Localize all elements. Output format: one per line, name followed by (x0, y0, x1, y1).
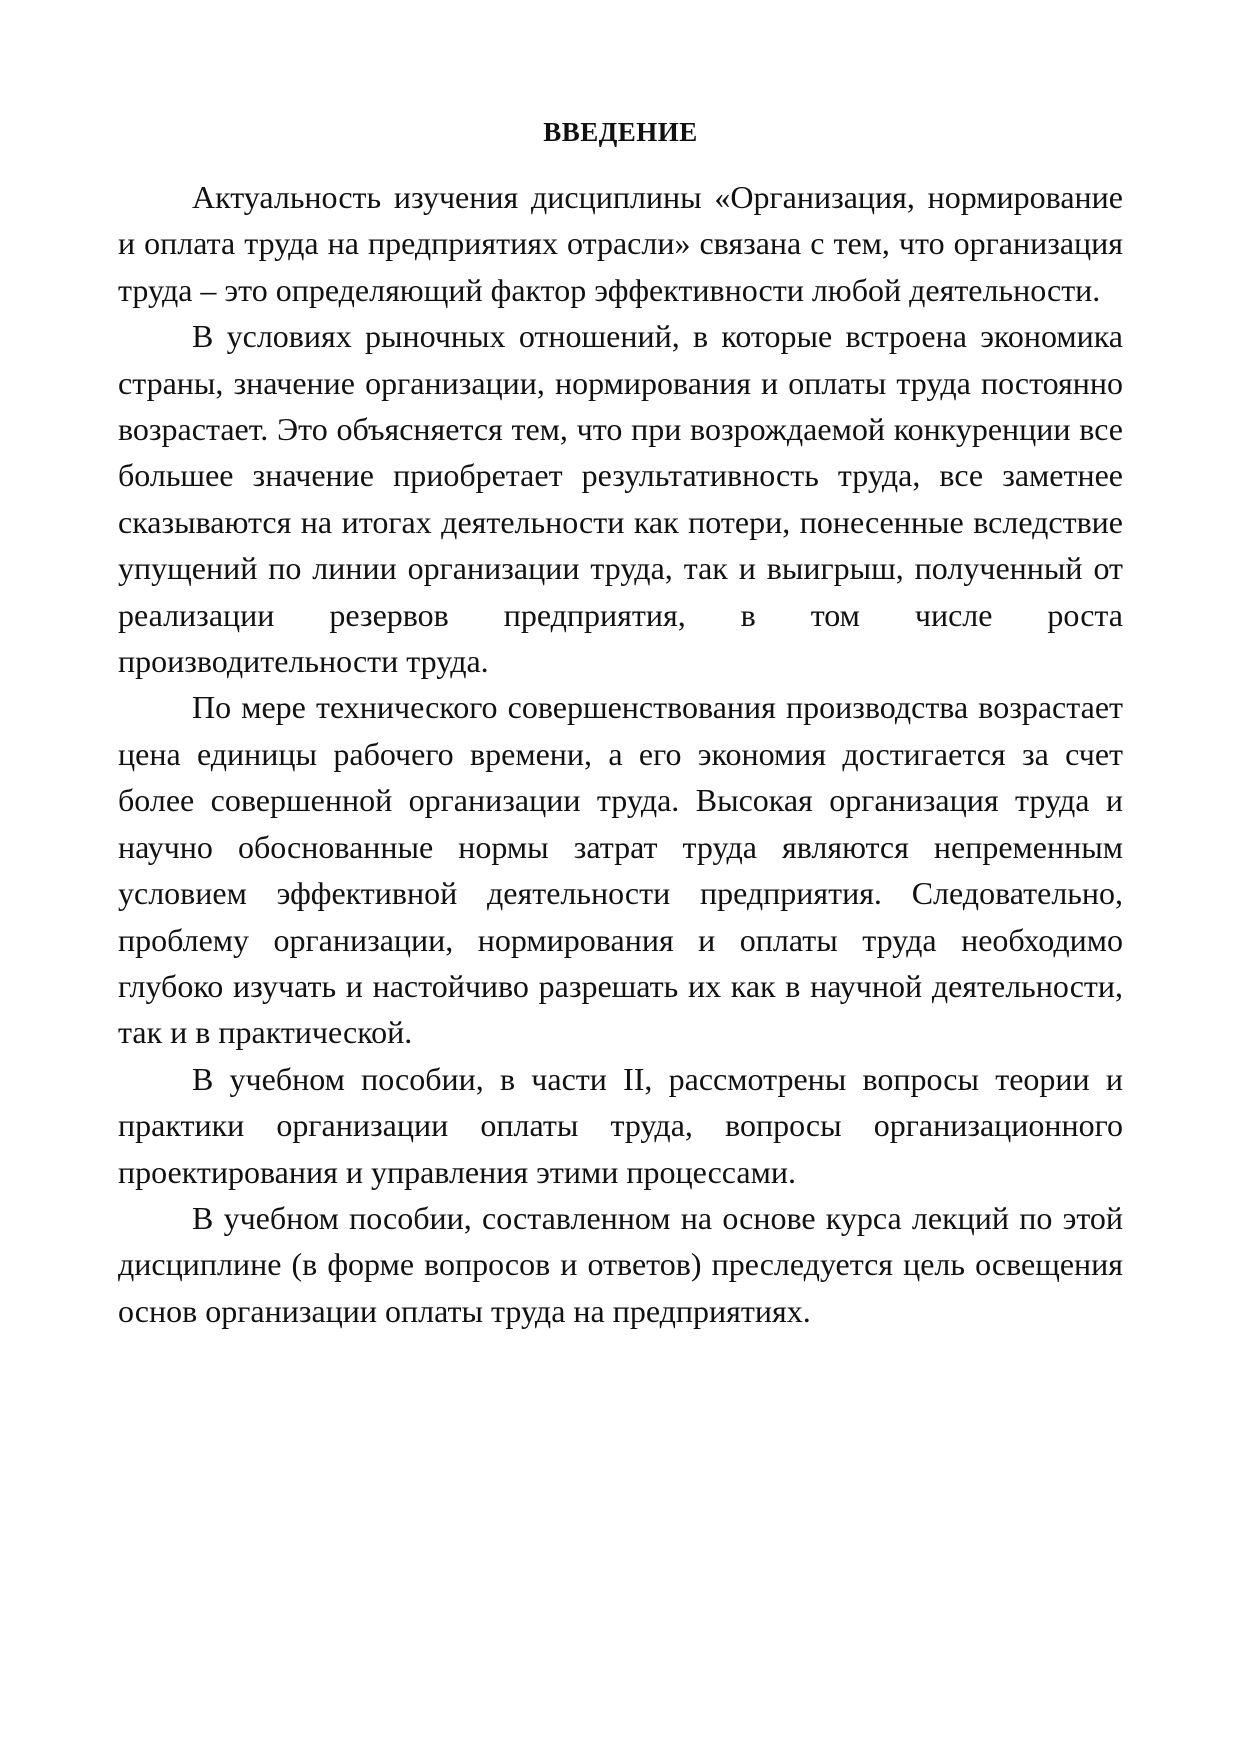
body-text (118, 174, 1123, 1334)
paragraph-2: В условиях рыночных отношений, в которые встроена экономика страны, значение организации, нормирования и оплаты труда постоянно возрастает. Это объясняется тем, что при возрождаемой конкуренции все большее значение приобретает результативность труда, все заметнее сказываются на итогах деятельности как потери, понесенные вследствие упущений по линии организации труда, так и выигрыш, полученный от реализации резервов предприятия, в том числе роста производительности труда. (118, 318, 1123, 680)
paragraph-1: Актуальность изучения дисциплины «Организация, нормирование и оплата труда на предприятиях отрасли» связана с тем, что организация труда – это определяющий фактор эффективности любой деятельности. (118, 179, 1123, 308)
page-title: ВВЕДЕНИЕ (543, 117, 698, 147)
paragraph-3: По мере технического совершенствования производства возрастает цена единицы рабочего времени, а его экономия достигается за счет более совершенной организации труда. Высокая организация труда и научно обоснованные нормы затрат труда являются непременным условием эффективной деятельности предприятия. Следовательно, проблему организации, нормирования и оплаты труда необходимо глубоко изучать и настойчиво разрешать их как в научной деятельности, так и в практической. (118, 689, 1123, 1051)
paragraph-5: В учебном пособии, составленном на основе курса лекций по этой дисциплине (в форме вопросов и ответов) преследуется цель освещения основ организации оплаты труда на предприятиях. (118, 1199, 1123, 1329)
paragraph-4: В учебном пособии, в части II, рассмотрены вопросы теории и практики организации оплаты труда, вопросы организационного проектирования и управления этими процессами. (118, 1060, 1123, 1190)
